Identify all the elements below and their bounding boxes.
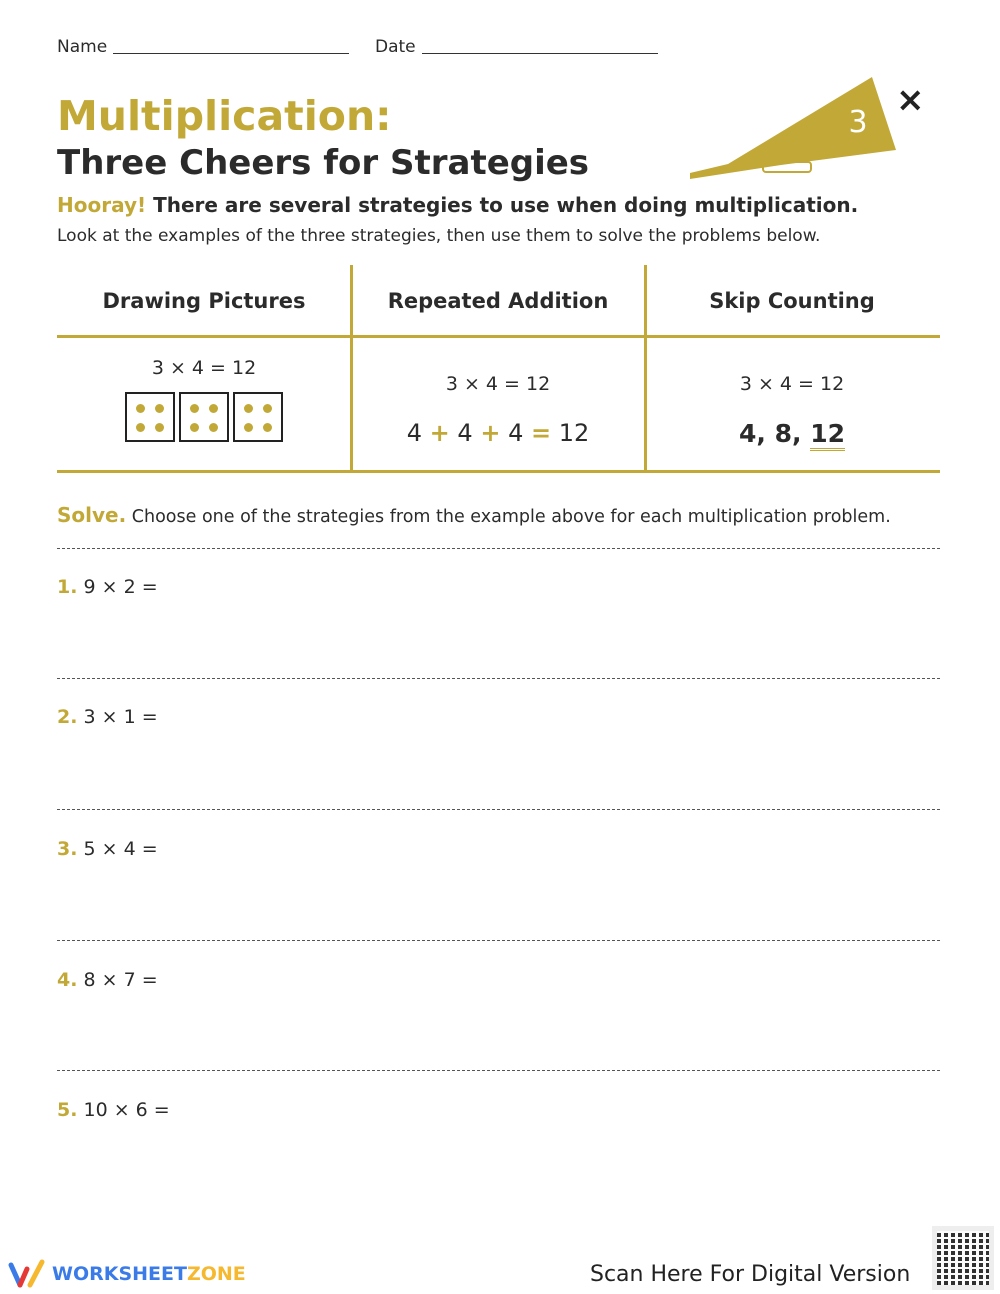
plus-sign: + (480, 419, 501, 447)
problem-1 (57, 576, 158, 598)
page-title: Multiplication: (57, 92, 392, 140)
problem-number: 4. (57, 969, 78, 991)
strategy-equation: 3 × 4 = 12 (445, 373, 551, 395)
divider (57, 940, 940, 941)
addend: 4 (508, 419, 524, 447)
divider (57, 1070, 940, 1071)
equals-sign: = (530, 419, 552, 447)
problem-3 (57, 838, 158, 860)
strategy-header: Drawing Pictures (102, 289, 306, 313)
solve-text: Choose one of the strategies from the example above for each multiplication problem. (131, 507, 891, 527)
problem-text: 3 × 1 = (83, 706, 158, 728)
problem-text: 8 × 7 = (83, 969, 158, 991)
solve-instructions (57, 503, 891, 527)
problem-number: 3. (57, 838, 78, 860)
instructions: Look at the examples of the three strategies, then use them to solve the problems below. (57, 226, 821, 246)
hooray-text: Hooray! (57, 193, 147, 217)
skip-counting (645, 419, 939, 448)
problem-text: 9 × 2 = (83, 576, 158, 598)
solve-label: Solve. (57, 503, 127, 527)
intro-text: There are several strategies to use when doing multiplication. (153, 193, 859, 217)
intro-line (57, 193, 858, 217)
date-field[interactable] (375, 37, 658, 57)
divider (57, 678, 940, 679)
divider (57, 548, 940, 549)
strategy-header: Skip Counting (709, 289, 875, 313)
strategy-equation: 3 × 4 = 12 (739, 373, 845, 395)
brand-name (52, 1263, 246, 1285)
problem-number: 2. (57, 706, 78, 728)
page-subtitle: Three Cheers for Strategies (57, 143, 590, 183)
brand-b: ZONE (186, 1263, 246, 1285)
skip-sequence: 4, 8, (738, 419, 802, 448)
skip-answer: 12 (810, 419, 845, 451)
worksheetzone-logo-icon (8, 1259, 48, 1289)
qr-code[interactable] (932, 1226, 994, 1290)
badge-number: 3 (848, 105, 868, 140)
plus-sign: + (429, 419, 450, 447)
problem-2 (57, 706, 158, 728)
problem-number: 5. (57, 1099, 78, 1121)
repeated-addition (351, 419, 645, 447)
problem-5 (57, 1099, 170, 1121)
times-icon: × (896, 80, 925, 120)
strategies-table (57, 265, 940, 473)
problem-number: 1. (57, 576, 78, 598)
strategy-equation: 3 × 4 = 12 (151, 357, 257, 379)
name-label: Name (57, 37, 108, 57)
date-label: Date (375, 37, 416, 57)
problem-4 (57, 969, 158, 991)
problem-text: 5 × 4 = (83, 838, 158, 860)
brand-a: WORKSHEET (52, 1263, 187, 1285)
name-field[interactable] (57, 37, 349, 57)
divider (57, 809, 940, 810)
sum: 12 (558, 419, 590, 447)
strategy-header: Repeated Addition (387, 289, 609, 313)
dot-picture (57, 392, 351, 446)
problem-text: 10 × 6 = (83, 1099, 170, 1121)
scan-text: Scan Here For Digital Version (590, 1262, 911, 1287)
addend: 4 (457, 419, 473, 447)
addend: 4 (406, 419, 422, 447)
